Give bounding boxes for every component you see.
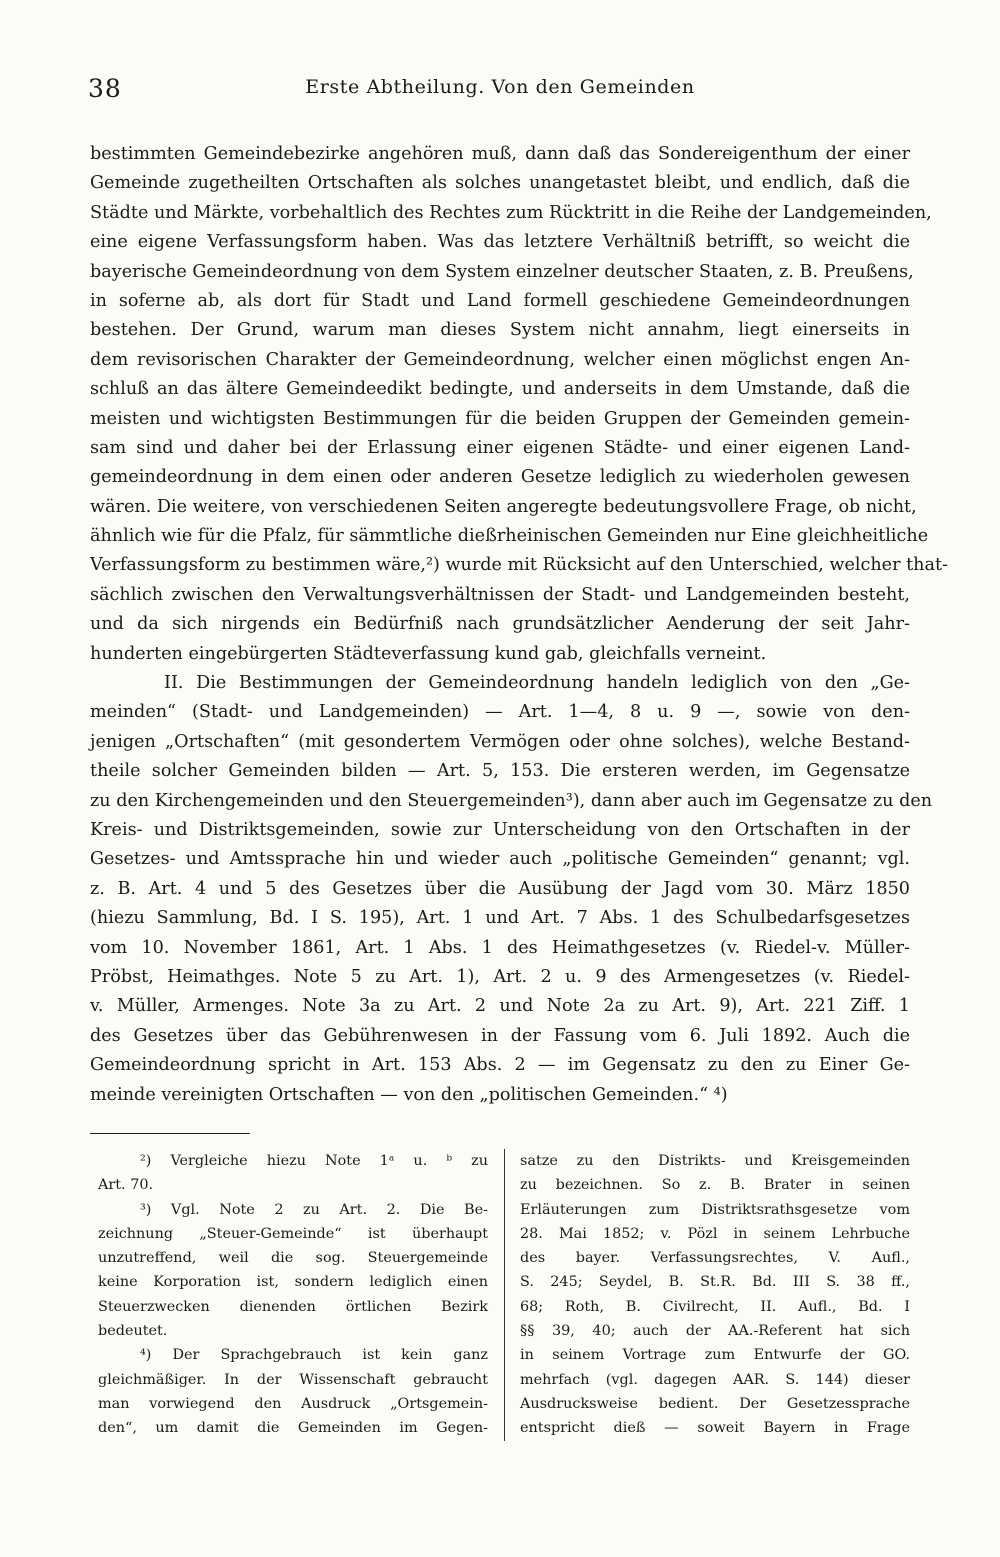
text-line: wären. Die weitere, von verschiedenen Seiten angeregte bedeutungsvollere Frage, ob nicht, bbox=[90, 496, 917, 517]
text-line: bestimmten Gemeindebezirke angehören muß, dann daß das Sondereigenthum der einer bbox=[90, 144, 910, 164]
footnote-line: 68; Roth, B. Civilrecht, II. Aufl., Bd. I bbox=[520, 1298, 910, 1315]
footnote-line: 28. Mai 1852; v. Pözl in seinem Lehrbuche bbox=[520, 1225, 910, 1242]
footnote-line: Erläuterungen zum Distriktsrathsgesetze vom bbox=[520, 1201, 910, 1218]
text-line: zu den Kirchengemeinden und den Steuergemeinden³), dann aber auch im Gegensatze zu den bbox=[90, 790, 933, 811]
text-line: sächlich zwischen den Verwaltungsverhältnissen der Stadt- und Landgemeinden besteht, bbox=[90, 584, 910, 605]
footnote-line: entspricht dieß — soweit Bayern in Frage bbox=[520, 1420, 910, 1437]
footnote-line: des bayer. Verfassungsrechtes, V. Aufl., bbox=[520, 1250, 910, 1267]
text-line: v. Müller, Armenges. Note 3a zu Art. 2 und Note 2a zu Art. 9), Art. 221 Ziff. 1 bbox=[90, 996, 910, 1017]
footnote-line: bedeutet. bbox=[98, 1323, 168, 1340]
footnote-line: Art. 70. bbox=[98, 1177, 154, 1194]
text-line: sam sind und daher bei der Erlassung einer eigenen Städte- und einer eigenen Land- bbox=[90, 437, 910, 458]
text-line: Gesetzes- und Amtssprache hin und wieder auch „politische Gemeinden“ genannt; vgl. bbox=[90, 849, 910, 870]
text-line: Verfassungsform zu bestimmen wäre,²) wurde mit Rücksicht auf den Unterschied, welcher that- bbox=[90, 555, 948, 576]
text-line: vom 10. November 1861, Art. 1 Abs. 1 des Heimathgesetzes (v. Riedel-v. Müller- bbox=[90, 937, 910, 958]
text-line: schluß an das ältere Gemeindeedikt bedingte, und anderseits in dem Umstande, daß die bbox=[90, 379, 910, 400]
text-line: Kreis- und Distriktsgemeinden, sowie zur Unterscheidung von den Ortschaften in der bbox=[90, 819, 910, 840]
text-line: ähnlich wie für die Pfalz, für sämmtliche dießrheinischen Gemeinden nur Eine gleichheitliche bbox=[90, 526, 929, 547]
text-line: des Gesetzes über das Gebührenwesen in der Fassung vom 6. Juli 1892. Auch die bbox=[90, 1025, 910, 1046]
footnote-line: §§ 39, 40; auch der AA.-Referent hat sich bbox=[520, 1323, 910, 1340]
footnotes-right-column bbox=[520, 1149, 910, 1441]
footnote-rule bbox=[90, 1133, 250, 1134]
text-line: in soferne ab, als dort für Stadt und Land formell geschiedene Gemeindeordnungen bbox=[90, 290, 910, 311]
footnote-column-divider bbox=[504, 1149, 505, 1441]
footnote-line: satze zu den Distrikts- und Kreisgemeinden bbox=[520, 1153, 910, 1169]
text-line: bestehen. Der Grund, warum man dieses System nicht annahm, liegt einerseits in bbox=[90, 320, 910, 341]
footnote-line: zeichnung „Steuer-Gemeinde“ ist überhaupt bbox=[98, 1225, 488, 1242]
footnote-line: mehrfach (vgl. dagegen AAR. S. 144) dieser bbox=[520, 1371, 910, 1388]
text-line: jenigen „Ortschaften“ (mit gesondertem Vermögen oder ohne solches), welche Bestand- bbox=[90, 731, 910, 752]
text-line: Pröbst, Heimathges. Note 5 zu Art. 1), Art. 2 u. 9 des Armengesetzes (v. Riedel- bbox=[90, 966, 910, 987]
text-line: meinde vereinigten Ortschaften — von den „politischen Gemeinden.“ ⁴) bbox=[90, 1084, 728, 1105]
text-line: Gemeinde zugetheilten Ortschaften als solches unangetastet bleibt, und endlich, daß die bbox=[90, 173, 910, 194]
page-number: 38 bbox=[88, 74, 122, 103]
main-text bbox=[90, 140, 948, 1110]
text-line: z. B. Art. 4 und 5 des Gesetzes über die Ausübung der Jagd vom 30. März 1850 bbox=[90, 878, 910, 899]
text-line: dem revisorischen Charakter der Gemeindeordnung, welcher einen möglichst engen An- bbox=[90, 349, 910, 370]
footnote-line: keine Korporation ist, sondern lediglich einen bbox=[98, 1274, 488, 1291]
footnotes-left-column bbox=[98, 1149, 488, 1441]
text-line: theile solcher Gemeinden bilden — Art. 5, 153. Die ersteren werden, im Gegensatze bbox=[90, 761, 910, 782]
text-line: Städte und Märkte, vorbehaltlich des Rechtes zum Rücktritt in die Reihe der Landgemeinden, bbox=[90, 202, 932, 223]
text-line: meisten und wichtigsten Bestimmungen für die beiden Gruppen der Gemeinden gemein- bbox=[90, 408, 910, 429]
footnote-line: den“, um damit die Gemeinden im Gegen- bbox=[98, 1420, 488, 1437]
text-line: gemeindeordnung in dem einen oder anderen Gesetze lediglich zu wiederholen gewesen bbox=[90, 467, 910, 488]
footnote-line: man vorwiegend den Ausdruck „Ortsgemein- bbox=[98, 1395, 488, 1412]
page-header bbox=[88, 74, 912, 108]
footnote-line: gleichmäßiger. In der Wissenschaft gebraucht bbox=[98, 1371, 488, 1388]
footnote-line: unzutreffend, weil die sog. Steuergemeinde bbox=[98, 1250, 488, 1267]
footnote-line: in seinem Vortrage zum Entwurfe der GO. bbox=[520, 1347, 910, 1364]
text-line: meinden“ (Stadt- und Landgemeinden) — Art. 1—4, 8 u. 9 —, sowie von den- bbox=[90, 702, 910, 723]
footnote-line: zu bezeichnen. So z. B. Brater in seinen bbox=[520, 1177, 910, 1194]
footnote-line: Steuerzwecken dienenden örtlichen Bezirk bbox=[98, 1298, 488, 1315]
footnote-line: S. 245; Seydel, B. St.R. Bd. III S. 38 ff., bbox=[520, 1274, 910, 1291]
text-line: (hiezu Sammlung, Bd. I S. 195), Art. 1 und Art. 7 Abs. 1 des Schulbedarfsgesetzes bbox=[90, 908, 910, 929]
text-line: eine eigene Verfassungsform haben. Was das letztere Verhältniß betrifft, so weicht die bbox=[90, 232, 910, 253]
text-line: bayerische Gemeindeordnung von dem System einzelner deutscher Staaten, z. B. Preußens, bbox=[90, 261, 914, 282]
text-line: Gemeindeordnung spricht in Art. 153 Abs. 2 — im Gegensatz zu den zu Einer Ge- bbox=[90, 1055, 910, 1076]
text-line: hunderten eingebürgerten Städteverfassung kund gab, gleichfalls verneint. bbox=[90, 643, 767, 664]
running-title: Erste Abtheilung. Von den Gemeinden bbox=[305, 76, 695, 98]
footnote-line: ⁴) Der Sprachgebrauch ist kein ganz bbox=[140, 1347, 488, 1364]
section-start-line: II. Die Bestimmungen der Gemeindeordnung handeln lediglich von den „Ge- bbox=[164, 673, 910, 694]
footnote-line: ³) Vgl. Note 2 zu Art. 2. Die Be- bbox=[140, 1201, 488, 1218]
footnote-line: ²) Vergleiche hiezu Note 1ᵃ u. ᵇ zu bbox=[140, 1153, 488, 1169]
text-line: und da sich nirgends ein Bedürfniß nach grundsätzlicher Aenderung der seit Jahr- bbox=[90, 614, 910, 635]
footnote-line: Ausdrucksweise bedient. Der Gesetzessprache bbox=[520, 1395, 910, 1412]
